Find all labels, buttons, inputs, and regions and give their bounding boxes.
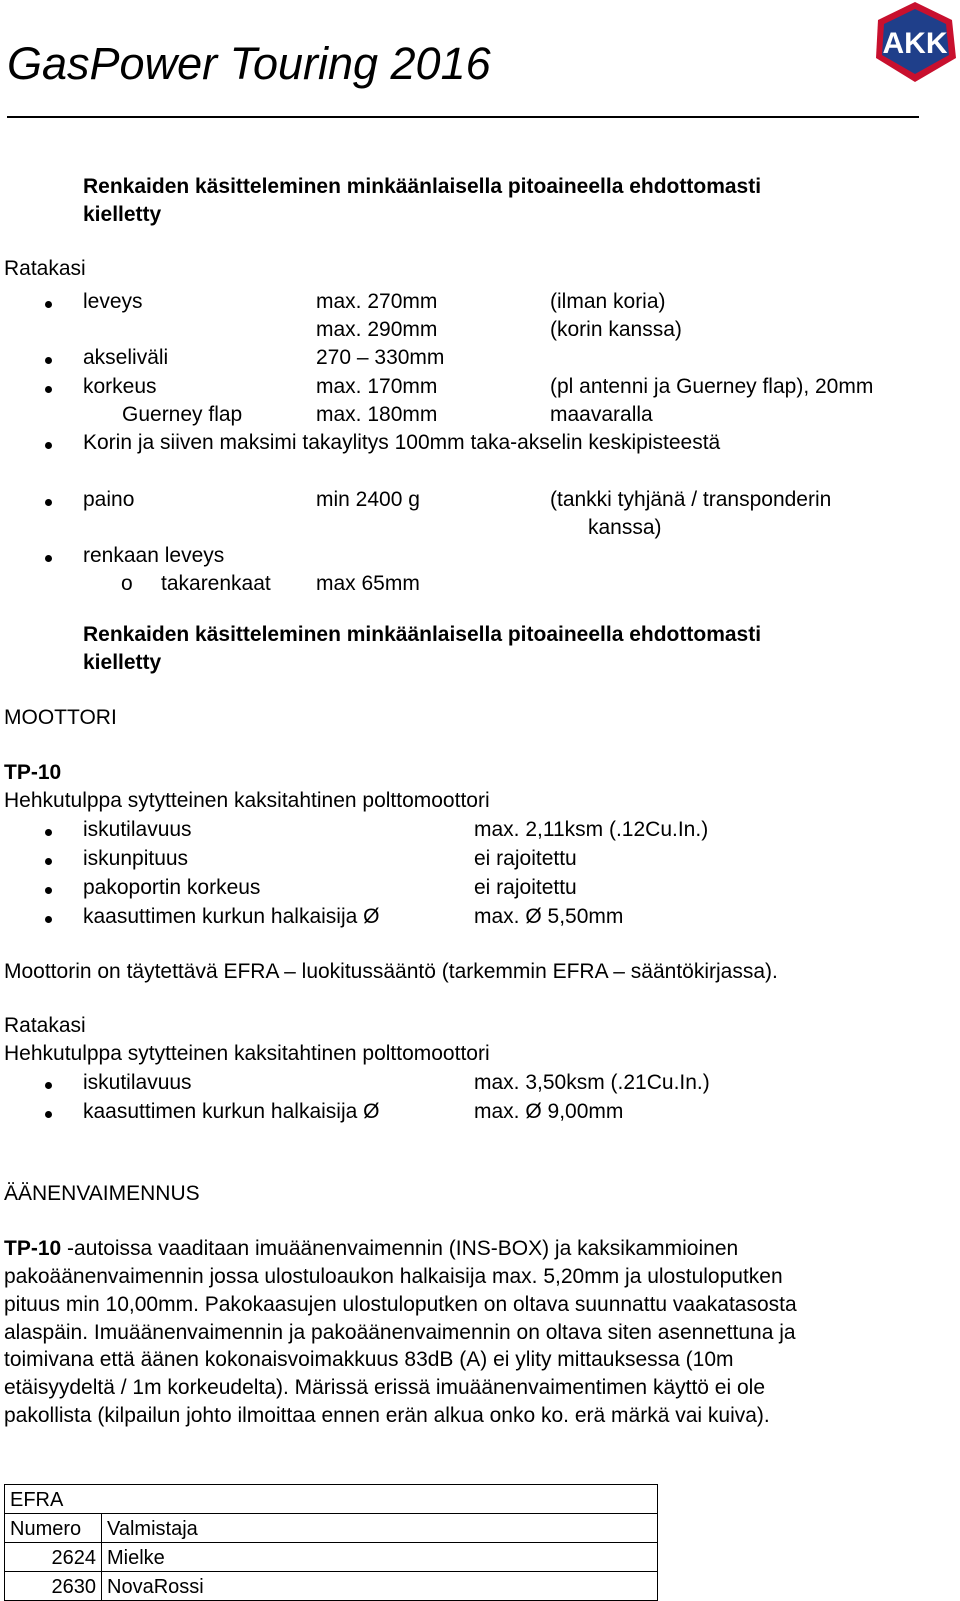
bullet-icon [45, 829, 52, 836]
bullet-icon [45, 357, 52, 364]
bullet-icon [45, 555, 52, 562]
maker-cell: NovaRossi [102, 1572, 658, 1601]
rear-tyres-value: max 65mm [316, 572, 420, 595]
tp10-row-label: pakoportin korkeus [83, 876, 261, 899]
tp10-row-value: ei rajoitettu [474, 876, 577, 899]
bullet-icon [45, 301, 52, 308]
wheelbase-value: 270 – 330mm [316, 346, 445, 369]
bullet-icon [45, 442, 52, 449]
silencer-heading: ÄÄNENVAIMENNUS [4, 1182, 200, 1205]
silencer-line: toimivana että äänen kokonaisvoimakkuus 83dB (A) ei ylity mittauksessa (10m [4, 1348, 734, 1371]
ratakasi-engine-heading: Ratakasi [4, 1014, 86, 1037]
rear-tyres-label: takarenkaat [161, 572, 271, 595]
ratakasi-engine-description: Hehkutulppa sytytteinen kaksitahtinen polttomoottori [4, 1042, 490, 1065]
maker-cell: Mielke [102, 1543, 658, 1572]
weight-note: (tankki tyhjänä / transponderin [550, 488, 832, 511]
width-note-2: (korin kanssa) [550, 318, 682, 341]
sub-bullet-marker: o [121, 572, 133, 595]
silencer-line: alaspäin. Imuäänenvaimennin ja pakoäänenvaimennin on oltava siten asennettuna ja [4, 1321, 796, 1344]
efra-table-title: EFRA [5, 1485, 658, 1514]
bullet-icon [45, 887, 52, 894]
tp10-heading: TP-10 [4, 761, 62, 784]
tyre-notice-1: Renkaiden käsitteleminen minkäänlaisella pitoaineella ehdottomasti [83, 175, 762, 198]
table-row [5, 1543, 658, 1572]
weight-value: min 2400 g [316, 488, 420, 511]
gurney-label: Guerney flap [122, 403, 243, 426]
width-note-1: (ilman koria) [550, 290, 666, 313]
tyre-width-label: renkaan leveys [83, 544, 225, 567]
silencer-paragraph-line-1 [4, 1236, 738, 1262]
bullet-icon [45, 1082, 52, 1089]
efra-number-cell: 2624 [5, 1543, 102, 1572]
gurney-note: maavaralla [550, 403, 653, 426]
overhang-rule: Korin ja siiven maksimi takaylitys 100mm taka-akselin keskipisteestä [83, 431, 721, 454]
width-value-2: max. 290mm [316, 318, 438, 341]
table-column-row [5, 1514, 658, 1543]
ratakasi-row-value: max. Ø 9,00mm [474, 1100, 624, 1123]
tyre-notice-2b: kielletty [83, 651, 162, 674]
height-note: (pl antenni ja Guerney flap), 20mm [550, 375, 874, 398]
column-header-number: Numero [5, 1514, 102, 1543]
tp10-row-value: max. Ø 5,50mm [474, 905, 624, 928]
page-title: GasPower Touring 2016 [7, 38, 491, 89]
height-value: max. 170mm [316, 375, 438, 398]
gurney-value: max. 180mm [316, 403, 438, 426]
tyre-notice-2: Renkaiden käsitteleminen minkäänlaisella pitoaineella ehdottomasti [83, 623, 762, 646]
efra-number-cell: 2630 [5, 1572, 102, 1601]
bullet-icon [45, 1111, 52, 1118]
efra-engine-table [4, 1484, 658, 1601]
akk-logo [872, 0, 958, 84]
bullet-icon [45, 916, 52, 923]
bullet-icon [45, 499, 52, 506]
width-label: leveys [83, 290, 143, 313]
table-header-row [5, 1485, 658, 1514]
engine-heading: MOOTTORI [4, 706, 117, 729]
tp10-row-value: max. 2,11ksm (.12Cu.In.) [474, 818, 709, 841]
bullet-icon [45, 858, 52, 865]
header-rule [7, 116, 919, 118]
silencer-line: pakoäänenvaimennin jossa ulostuloaukon halkaisija max. 5,20mm ja ulostuloputken [4, 1265, 783, 1288]
tp10-description: Hehkutulppa sytytteinen kaksitahtinen polttomoottori [4, 789, 490, 812]
ratakasi-row-label: iskutilavuus [83, 1071, 192, 1094]
weight-label: paino [83, 488, 135, 511]
wheelbase-label: akseliväli [83, 346, 169, 369]
tyre-notice-1b: kielletty [83, 203, 162, 226]
ratakasi-row-label: kaasuttimen kurkun halkaisija Ø [83, 1100, 380, 1123]
silencer-lead: TP-10 [4, 1237, 62, 1260]
silencer-line: etäisyydeltä / 1m korkeudelta). Märissä erissä imuäänenvaimentimen käyttö ei ole [4, 1376, 766, 1399]
tp10-row-label: iskutilavuus [83, 818, 192, 841]
tp10-row-label: iskunpituus [83, 847, 189, 870]
bullet-icon [45, 386, 52, 393]
silencer-line: pituus min 10,00mm. Pakokaasujen ulostuloputken on oltava suunnattu vaakatasosta [4, 1293, 797, 1316]
column-header-maker: Valmistaja [102, 1514, 658, 1543]
chassis-heading: Ratakasi [4, 257, 86, 280]
ratakasi-row-value: max. 3,50ksm (.21Cu.In.) [474, 1071, 710, 1094]
width-value-1: max. 270mm [316, 290, 438, 313]
silencer-line-text: -autoissa vaaditaan imuäänenvaimennin (INS-BOX) ja kaksikammioinen [61, 1237, 739, 1260]
height-label: korkeus [83, 375, 157, 398]
table-row [5, 1572, 658, 1601]
silencer-line: pakollista (kilpailun johto ilmoittaa ennen erän alkua onko ko. erä märkä vai kuiva). [4, 1404, 770, 1427]
svg-text:AKK: AKK [882, 27, 948, 60]
weight-note-2: kanssa) [588, 516, 662, 539]
tp10-row-label: kaasuttimen kurkun halkaisija Ø [83, 905, 380, 928]
tp10-row-value: ei rajoitettu [474, 847, 577, 870]
efra-classification-note: Moottorin on täytettävä EFRA – luokitussääntö (tarkemmin EFRA – sääntökirjassa). [4, 960, 778, 983]
